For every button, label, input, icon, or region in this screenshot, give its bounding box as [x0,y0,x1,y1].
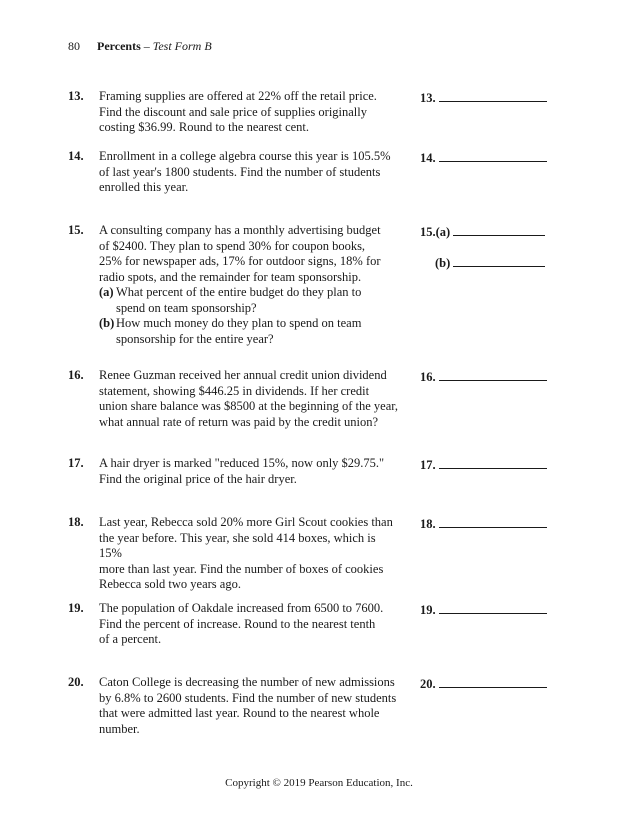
answer-label: 13. [420,91,436,105]
answer-line[interactable] [439,368,547,381]
answer-line[interactable] [439,675,547,688]
part-line: spend on team sponsorship? [116,300,257,315]
problem-line: Renee Guzman received her annual credit union dividend [99,368,387,382]
answer-label: 19. [420,603,436,617]
answer-blank-15a[interactable] [420,223,545,241]
answer-label: (b) [435,256,451,270]
problem-line: Rebecca sold two years ago. [99,577,241,591]
part-b-label: (b) [99,316,115,330]
part-b [99,316,399,347]
answer-blank-19[interactable] [420,601,547,619]
problem-line: Find the original price of the hair dryer. [99,471,297,486]
answer-blank-15b[interactable] [435,254,545,272]
problem-line: enrolled this year. [99,180,189,194]
part-line: What percent of the entire budget do they plan to [116,285,362,299]
problem-line: union share balance was $8500 at the beginning of the year, [99,399,399,413]
problem-line: 25% for newspaper ads, 17% for outdoor signs, 18% for [99,254,381,268]
problem-text [99,601,399,648]
problem-text [99,515,399,593]
answer-label: 16. [420,370,436,384]
answer-line[interactable] [453,254,545,267]
problem-line: what annual rate of return was paid by the credit union? [99,414,379,429]
problem-line: radio spots, and the remainder for team sponsorship. [99,269,362,284]
copyright-footer: Copyright © 2019 Pearson Education, Inc. [225,777,413,789]
problem-line: Last year, Rebecca sold 20% more Girl Scout cookies than [99,515,393,529]
problem-text [99,368,399,430]
answer-line[interactable] [453,223,545,236]
page-number: 80 [68,39,80,53]
answer-line[interactable] [439,515,547,528]
problem-line: by 6.8% to 2600 students. Find the number of new students [99,690,397,705]
part-a [99,285,399,316]
problem-line: more than last year. Find the number of boxes of cookies [99,561,384,576]
problem-line: of a percent. [99,632,162,646]
problem-line: number. [99,721,140,736]
answer-blank-18[interactable] [420,515,547,533]
answer-line[interactable] [439,149,547,162]
problem-number: 20. [68,675,84,689]
page-header [68,39,212,54]
problem-line: Find the percent of increase. Round to the nearest tenth [99,616,376,631]
answer-line[interactable] [439,89,547,102]
answer-line[interactable] [439,601,547,614]
problem-text [99,149,399,196]
test-title-form: – Test Form B [140,39,212,53]
answer-blank-17[interactable] [420,456,547,474]
problem-line: the year before. This year, she sold 414 boxes, which is 15% [99,530,376,560]
problem-number: 19. [68,601,84,615]
problem-text [99,675,399,737]
part-a-label: (a) [99,285,114,299]
answer-blank-14[interactable] [420,149,547,167]
problem-line: Enrollment in a college algebra course this year is 105.5% [99,149,391,163]
answer-line[interactable] [439,456,547,469]
answer-label: 18. [420,517,436,531]
problem-number: 15. [68,223,84,237]
problem-number: 18. [68,515,84,529]
answer-blank-20[interactable] [420,675,547,693]
problem-line: of $2400. They plan to spend 30% for coupon books, [99,238,366,253]
problem-number: 13. [68,89,84,103]
problem-number: 17. [68,456,84,470]
answer-blank-13[interactable] [420,89,547,107]
problem-number: 16. [68,368,84,382]
part-line: How much money do they plan to spend on team [116,316,362,330]
problem-text [99,89,399,136]
problem-line: of last year's 1800 students. Find the number of students [99,164,381,179]
problem-text [99,456,399,487]
problem-line: A consulting company has a monthly advertising budget [99,223,381,237]
answer-blank-16[interactable] [420,368,547,386]
answer-label: 17. [420,458,436,472]
problem-line: Framing supplies are offered at 22% off the retail price. [99,89,377,103]
problem-line: statement, showing $446.25 in dividends. If her credit [99,383,370,398]
part-line: sponsorship for the entire year? [116,331,274,346]
answer-label: 15.(a) [420,225,451,239]
problem-line: costing $36.99. Round to the nearest cent. [99,120,310,134]
problem-line: A hair dryer is marked "reduced 15%, now only $29.75." [99,456,385,470]
test-title [97,39,212,53]
problem-line: that were admitted last year. Round to the nearest whole [99,706,380,720]
test-title-topic: Percents [97,39,141,53]
problem-line: Find the discount and sale price of supplies originally [99,104,368,119]
problem-text [99,223,399,347]
problem-number: 14. [68,149,84,163]
problem-line: Caton College is decreasing the number of new admissions [99,675,395,689]
answer-label: 14. [420,151,436,165]
answer-label: 20. [420,677,436,691]
problem-line: The population of Oakdale increased from 6500 to 7600. [99,601,384,615]
